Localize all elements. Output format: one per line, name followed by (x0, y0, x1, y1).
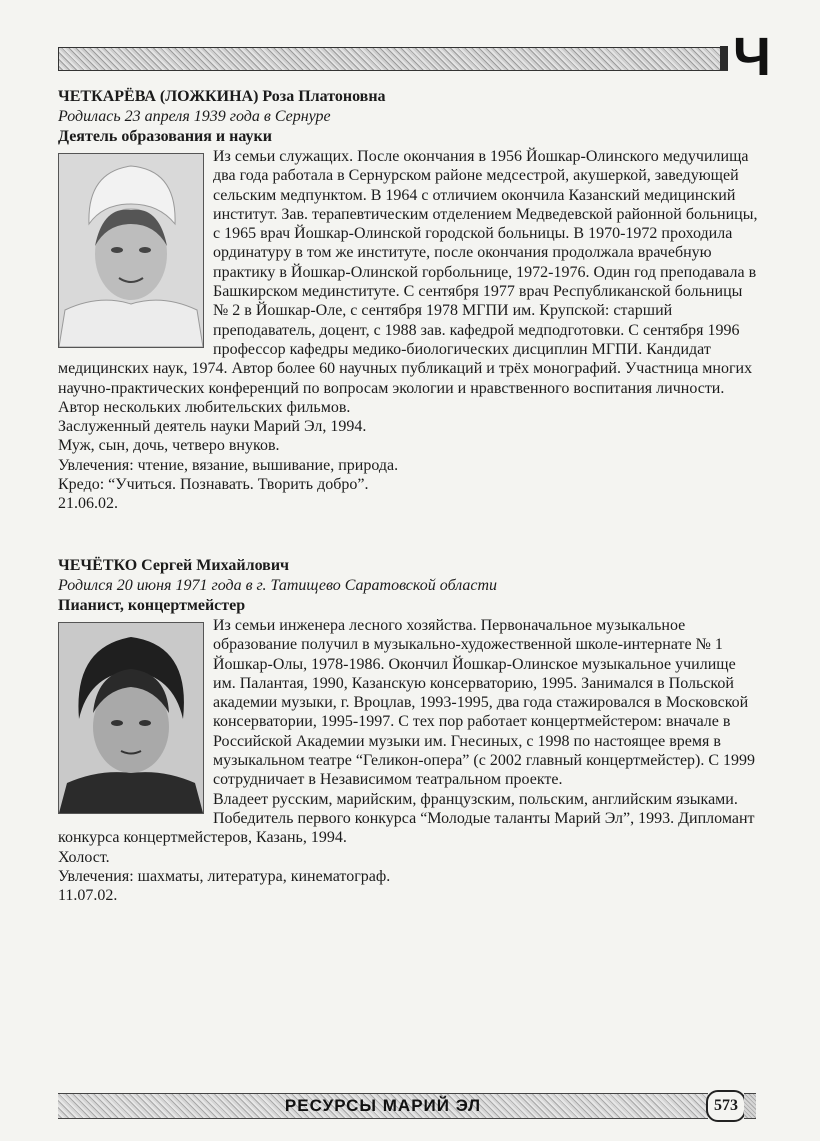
profession: Пианист, концертмейстер (58, 597, 246, 614)
bio-paragraph: Владеет русским, марийским, французским, польским, английским языками. Победитель первого конкурса “Молодые таланты Марий Эл”, 1993. Дипломант конкурса концертмейстеров, Казань, 1994. (58, 790, 755, 847)
portrait-image (59, 623, 203, 813)
portrait-image (59, 154, 203, 347)
bio-paragraph: Увлечения: чтение, вязание, вышивание, природа. (58, 456, 399, 474)
bio-date: 21.06.02. (58, 495, 118, 513)
footer-decorative-band (58, 1093, 708, 1119)
bio-date: 11.07.02. (58, 887, 118, 905)
bio-paragraph: Холост. (58, 848, 110, 866)
person-name: ЧЕЧЁТКО Сергей Михайлович (58, 557, 290, 574)
bio-paragraph: Из семьи инженера лесного хозяйства. Первоначальное музыкальное образование получил в музыкально-художественной школе-интернате № 1 Йошкар-Олы, 1978-1986. Окончил Йошкар-Олинское музыкальное училище им. Палантая, 1990, Казанскую консерваторию, 1995. Занимался в Польской академии музыки, г. Вроцлав, 1993-1995, два года стажировался в Московской консерватории, 1995-1997. С тех пор работает концертмейстером: вначале в Российской Академии музыки им. Гнесиных, с 1998 по настоящее время в музыкальном театре “Геликон-опера” (с 2002 главный концертмейстер). С 1999 сотрудничает в Независимом театральном проекте. (213, 617, 756, 789)
bio-paragraph: Заслуженный деятель науки Марий Эл, 1994. (58, 418, 367, 436)
section-letter: Ч (733, 27, 771, 87)
header-band-end (720, 46, 728, 70)
profession: Деятель образования и науки (58, 128, 272, 145)
page-number: 573 (706, 1090, 746, 1122)
bio-paragraph: Из семьи служащих. После окончания в 1956 Йошкар-Олинского медучилища два года работала в Сернурском районе медсестрой, акушеркой, заведующей сельским медпунктом. В 1964 с отличием окончила Казанский медицинский институт. Зав. терапевтическим отделением Медведевской районной больницы, с 1965 врач Йошкар-Олинской городской больницы. В 1970-1972 проходила ординатуру в том же институте, после окончания продолжала врачебную практику в Йошкар-Олинской горбольнице, 1972-1976. Один год преподавала в Башкирском мединституте. С сентября 1977 врач Республиканской больницы № 2 в Йошкар-Оле, с сентября 1978 МГПИ им. Крупской: старший преподаватель, доцент, с 1988 зав. кафедрой медподготовки. С сентября 1996 профессор кафедры медико-биологических дисциплин МГПИ. Кандидат медицинских наук, 1974. Автор более 60 научных публикаций и трёх монографий. Участница многих научно-практических конференций по вопросам экологии и нравственного воспитания личности. Автор нескольких любительских фильмов. (58, 148, 758, 416)
portrait-photo (58, 622, 204, 814)
footer-title: РЕСУРСЫ МАРИЙ ЭЛ (284, 1096, 482, 1115)
biography-entry (58, 556, 758, 905)
bio-paragraph: Муж, сын, дочь, четверо внуков. (58, 437, 280, 455)
biography-entry (58, 87, 758, 514)
person-name: ЧЕТКАРЁВА (ЛОЖКИНА) Роза Платоновна (58, 88, 386, 105)
bio-paragraph: Увлечения: шахматы, литература, кинематограф. (58, 867, 391, 885)
header-decorative-band (58, 47, 728, 71)
portrait-photo (58, 153, 204, 348)
birth-info: Родился 20 июня 1971 года в г. Татищево Саратовской области (58, 577, 498, 594)
footer-band-tail (744, 1093, 756, 1119)
bio-paragraph: Кредо: “Учиться. Познавать. Творить добро”. (58, 476, 369, 494)
birth-info: Родилась 23 апреля 1939 года в Сернуре (58, 108, 331, 125)
